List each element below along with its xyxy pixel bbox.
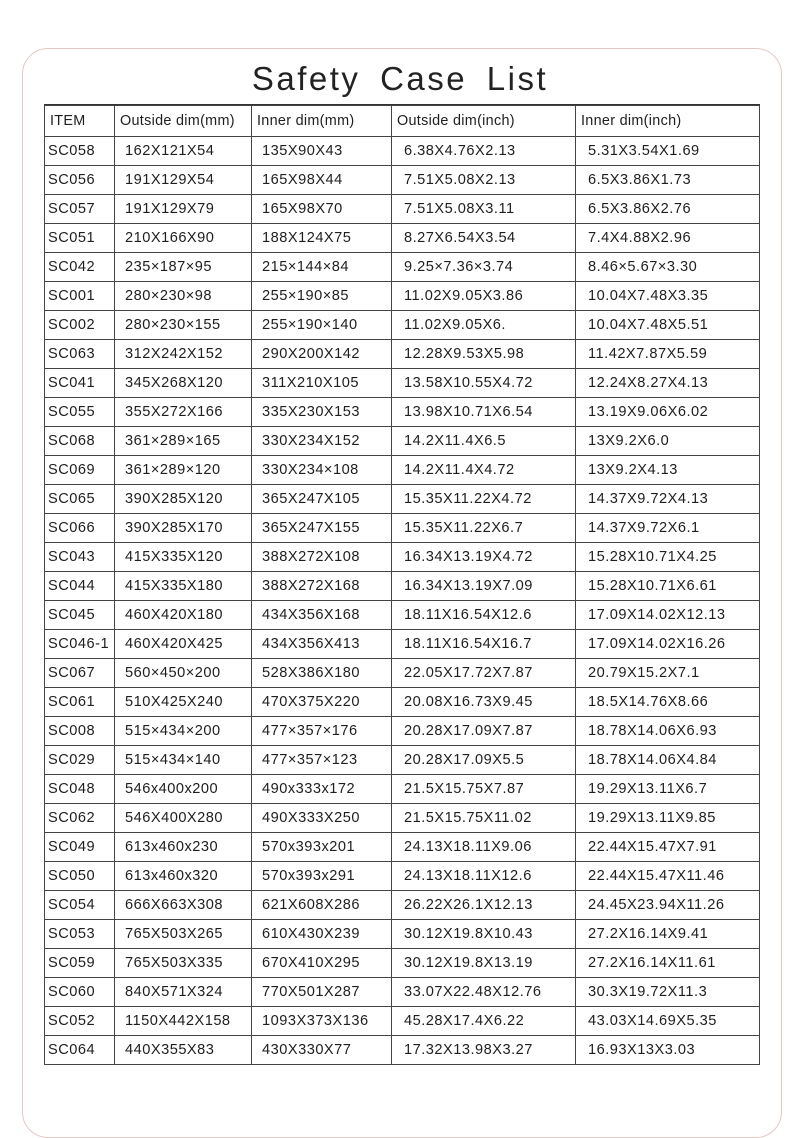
item-code-cell: SC052 bbox=[45, 1007, 115, 1036]
outside-dim-mm-cell: 515×434×140 bbox=[115, 746, 252, 775]
inner-dim-mm-cell: 335X230X153 bbox=[252, 398, 392, 427]
outside-dim-inch-cell: 18.11X16.54X16.7 bbox=[392, 630, 576, 659]
outside-dim-inch-cell: 26.22X26.1X12.13 bbox=[392, 891, 576, 920]
inner-dim-mm-cell: 434X356X168 bbox=[252, 601, 392, 630]
outside-dim-inch-cell: 16.34X13.19X4.72 bbox=[392, 543, 576, 572]
item-code-cell: SC068 bbox=[45, 427, 115, 456]
outside-dim-inch-cell: 24.13X18.11X12.6 bbox=[392, 862, 576, 891]
inner-dim-inch-cell: 43.03X14.69X5.35 bbox=[576, 1007, 760, 1036]
item-code-cell: SC069 bbox=[45, 456, 115, 485]
outside-dim-inch-cell: 24.13X18.11X9.06 bbox=[392, 833, 576, 862]
outside-dim-mm-cell: 613x460x320 bbox=[115, 862, 252, 891]
outside-dim-inch-cell: 7.51X5.08X3.11 bbox=[392, 195, 576, 224]
item-code-cell: SC064 bbox=[45, 1036, 115, 1065]
outside-dim-inch-cell: 17.32X13.98X3.27 bbox=[392, 1036, 576, 1065]
inner-dim-mm-cell: 255×190×140 bbox=[252, 311, 392, 340]
outside-dim-mm-cell: 361×289×120 bbox=[115, 456, 252, 485]
outside-dim-inch-cell: 21.5X15.75X7.87 bbox=[392, 775, 576, 804]
inner-dim-mm-cell: 490X333X250 bbox=[252, 804, 392, 833]
header-outside-dim-mm: Outside dim(mm) bbox=[115, 106, 252, 137]
table-row bbox=[45, 862, 760, 891]
inner-dim-mm-cell: 365X247X105 bbox=[252, 485, 392, 514]
outside-dim-mm-cell: 191X129X79 bbox=[115, 195, 252, 224]
item-code-cell: SC049 bbox=[45, 833, 115, 862]
inner-dim-mm-cell: 570x393x291 bbox=[252, 862, 392, 891]
item-code-cell: SC066 bbox=[45, 514, 115, 543]
table-row bbox=[45, 630, 760, 659]
inner-dim-mm-cell: 365X247X155 bbox=[252, 514, 392, 543]
inner-dim-mm-cell: 528X386X180 bbox=[252, 659, 392, 688]
outside-dim-mm-cell: 390X285X170 bbox=[115, 514, 252, 543]
inner-dim-mm-cell: 135X90X43 bbox=[252, 137, 392, 166]
table-row bbox=[45, 514, 760, 543]
inner-dim-mm-cell: 215×144×84 bbox=[252, 253, 392, 282]
outside-dim-inch-cell: 14.2X11.4X6.5 bbox=[392, 427, 576, 456]
outside-dim-mm-cell: 361×289×165 bbox=[115, 427, 252, 456]
inner-dim-inch-cell: 22.44X15.47X7.91 bbox=[576, 833, 760, 862]
inner-dim-inch-cell: 10.04X7.48X5.51 bbox=[576, 311, 760, 340]
inner-dim-inch-cell: 16.93X13X3.03 bbox=[576, 1036, 760, 1065]
item-code-cell: SC029 bbox=[45, 746, 115, 775]
outside-dim-inch-cell: 20.28X17.09X7.87 bbox=[392, 717, 576, 746]
inner-dim-mm-cell: 621X608X286 bbox=[252, 891, 392, 920]
inner-dim-inch-cell: 10.04X7.48X3.35 bbox=[576, 282, 760, 311]
outside-dim-inch-cell: 33.07X22.48X12.76 bbox=[392, 978, 576, 1007]
inner-dim-mm-cell: 330X234X152 bbox=[252, 427, 392, 456]
inner-dim-mm-cell: 165X98X70 bbox=[252, 195, 392, 224]
outside-dim-mm-cell: 546x400x200 bbox=[115, 775, 252, 804]
item-code-cell: SC008 bbox=[45, 717, 115, 746]
item-code-cell: SC048 bbox=[45, 775, 115, 804]
inner-dim-inch-cell: 12.24X8.27X4.13 bbox=[576, 369, 760, 398]
outside-dim-inch-cell: 8.27X6.54X3.54 bbox=[392, 224, 576, 253]
item-code-cell: SC065 bbox=[45, 485, 115, 514]
inner-dim-inch-cell: 24.45X23.94X11.26 bbox=[576, 891, 760, 920]
outside-dim-mm-cell: 666X663X308 bbox=[115, 891, 252, 920]
outside-dim-mm-cell: 415X335X180 bbox=[115, 572, 252, 601]
outside-dim-mm-cell: 515×434×200 bbox=[115, 717, 252, 746]
inner-dim-inch-cell: 30.3X19.72X11.3 bbox=[576, 978, 760, 1007]
outside-dim-mm-cell: 312X242X152 bbox=[115, 340, 252, 369]
item-code-cell: SC067 bbox=[45, 659, 115, 688]
inner-dim-inch-cell: 18.78X14.06X4.84 bbox=[576, 746, 760, 775]
inner-dim-inch-cell: 15.28X10.71X6.61 bbox=[576, 572, 760, 601]
inner-dim-inch-cell: 18.5X14.76X8.66 bbox=[576, 688, 760, 717]
outside-dim-mm-cell: 191X129X54 bbox=[115, 166, 252, 195]
inner-dim-inch-cell: 6.5X3.86X2.76 bbox=[576, 195, 760, 224]
outside-dim-inch-cell: 11.02X9.05X3.86 bbox=[392, 282, 576, 311]
outside-dim-mm-cell: 460X420X180 bbox=[115, 601, 252, 630]
outside-dim-inch-cell: 13.98X10.71X6.54 bbox=[392, 398, 576, 427]
outside-dim-inch-cell: 20.28X17.09X5.5 bbox=[392, 746, 576, 775]
item-code-cell: SC050 bbox=[45, 862, 115, 891]
table-row bbox=[45, 282, 760, 311]
inner-dim-inch-cell: 15.28X10.71X4.25 bbox=[576, 543, 760, 572]
inner-dim-inch-cell: 27.2X16.14X11.61 bbox=[576, 949, 760, 978]
inner-dim-mm-cell: 477×357×176 bbox=[252, 717, 392, 746]
table-row bbox=[45, 137, 760, 166]
outside-dim-mm-cell: 235×187×95 bbox=[115, 253, 252, 282]
inner-dim-inch-cell: 13.19X9.06X6.02 bbox=[576, 398, 760, 427]
header-outside-dim-inch: Outside dim(inch) bbox=[392, 106, 576, 137]
inner-dim-inch-cell: 20.79X15.2X7.1 bbox=[576, 659, 760, 688]
outside-dim-mm-cell: 1150X442X158 bbox=[115, 1007, 252, 1036]
table-row bbox=[45, 195, 760, 224]
outside-dim-inch-cell: 9.25×7.36×3.74 bbox=[392, 253, 576, 282]
inner-dim-mm-cell: 311X210X105 bbox=[252, 369, 392, 398]
outside-dim-mm-cell: 210X166X90 bbox=[115, 224, 252, 253]
inner-dim-mm-cell: 1093X373X136 bbox=[252, 1007, 392, 1036]
inner-dim-inch-cell: 22.44X15.47X11.46 bbox=[576, 862, 760, 891]
outside-dim-inch-cell: 6.38X4.76X2.13 bbox=[392, 137, 576, 166]
item-code-cell: SC043 bbox=[45, 543, 115, 572]
outside-dim-mm-cell: 765X503X265 bbox=[115, 920, 252, 949]
outside-dim-mm-cell: 840X571X324 bbox=[115, 978, 252, 1007]
outside-dim-mm-cell: 510X425X240 bbox=[115, 688, 252, 717]
table-row bbox=[45, 485, 760, 514]
header-inner-dim-inch: Inner dim(inch) bbox=[576, 106, 760, 137]
inner-dim-mm-cell: 434X356X413 bbox=[252, 630, 392, 659]
item-code-cell: SC042 bbox=[45, 253, 115, 282]
inner-dim-mm-cell: 670X410X295 bbox=[252, 949, 392, 978]
inner-dim-inch-cell: 17.09X14.02X16.26 bbox=[576, 630, 760, 659]
page-title: Safety Case List bbox=[251, 60, 549, 97]
item-code-cell: SC001 bbox=[45, 282, 115, 311]
outside-dim-inch-cell: 30.12X19.8X13.19 bbox=[392, 949, 576, 978]
inner-dim-inch-cell: 7.4X4.88X2.96 bbox=[576, 224, 760, 253]
outside-dim-mm-cell: 546X400X280 bbox=[115, 804, 252, 833]
item-code-cell: SC054 bbox=[45, 891, 115, 920]
item-code-cell: SC063 bbox=[45, 340, 115, 369]
header-inner-dim-mm: Inner dim(mm) bbox=[252, 106, 392, 137]
outside-dim-inch-cell: 11.02X9.05X6. bbox=[392, 311, 576, 340]
outside-dim-inch-cell: 13.58X10.55X4.72 bbox=[392, 369, 576, 398]
outside-dim-inch-cell: 30.12X19.8X10.43 bbox=[392, 920, 576, 949]
outside-dim-inch-cell: 7.51X5.08X2.13 bbox=[392, 166, 576, 195]
item-code-cell: SC051 bbox=[45, 224, 115, 253]
table-row bbox=[45, 717, 760, 746]
table-row bbox=[45, 311, 760, 340]
item-code-cell: SC002 bbox=[45, 311, 115, 340]
inner-dim-inch-cell: 19.29X13.11X9.85 bbox=[576, 804, 760, 833]
inner-dim-mm-cell: 388X272X108 bbox=[252, 543, 392, 572]
table-row bbox=[45, 166, 760, 195]
inner-dim-inch-cell: 5.31X3.54X1.69 bbox=[576, 137, 760, 166]
table-row bbox=[45, 978, 760, 1007]
outside-dim-inch-cell: 16.34X13.19X7.09 bbox=[392, 572, 576, 601]
outside-dim-inch-cell: 22.05X17.72X7.87 bbox=[392, 659, 576, 688]
inner-dim-inch-cell: 13X9.2X6.0 bbox=[576, 427, 760, 456]
outside-dim-inch-cell: 18.11X16.54X12.6 bbox=[392, 601, 576, 630]
table-row bbox=[45, 775, 760, 804]
table-row bbox=[45, 601, 760, 630]
outside-dim-mm-cell: 390X285X120 bbox=[115, 485, 252, 514]
item-code-cell: SC055 bbox=[45, 398, 115, 427]
outside-dim-mm-cell: 355X272X166 bbox=[115, 398, 252, 427]
inner-dim-inch-cell: 11.42X7.87X5.59 bbox=[576, 340, 760, 369]
item-code-cell: SC060 bbox=[45, 978, 115, 1007]
outside-dim-inch-cell: 14.2X11.4X4.72 bbox=[392, 456, 576, 485]
inner-dim-mm-cell: 470X375X220 bbox=[252, 688, 392, 717]
inner-dim-mm-cell: 570x393x201 bbox=[252, 833, 392, 862]
table-row bbox=[45, 224, 760, 253]
inner-dim-mm-cell: 330X234×108 bbox=[252, 456, 392, 485]
inner-dim-inch-cell: 6.5X3.86X1.73 bbox=[576, 166, 760, 195]
outside-dim-mm-cell: 415X335X120 bbox=[115, 543, 252, 572]
inner-dim-inch-cell: 13X9.2X4.13 bbox=[576, 456, 760, 485]
item-code-cell: SC046-1 bbox=[45, 630, 115, 659]
inner-dim-inch-cell: 14.37X9.72X4.13 bbox=[576, 485, 760, 514]
outside-dim-inch-cell: 45.28X17.4X6.22 bbox=[392, 1007, 576, 1036]
table-row bbox=[45, 572, 760, 601]
item-code-cell: SC041 bbox=[45, 369, 115, 398]
inner-dim-mm-cell: 430X330X77 bbox=[252, 1036, 392, 1065]
inner-dim-mm-cell: 610X430X239 bbox=[252, 920, 392, 949]
outside-dim-mm-cell: 162X121X54 bbox=[115, 137, 252, 166]
outside-dim-mm-cell: 460X420X425 bbox=[115, 630, 252, 659]
item-code-cell: SC056 bbox=[45, 166, 115, 195]
inner-dim-inch-cell: 17.09X14.02X12.13 bbox=[576, 601, 760, 630]
inner-dim-mm-cell: 255×190×85 bbox=[252, 282, 392, 311]
inner-dim-mm-cell: 165X98X44 bbox=[252, 166, 392, 195]
safety-case-table bbox=[44, 105, 760, 1065]
table-row bbox=[45, 340, 760, 369]
table-row bbox=[45, 1007, 760, 1036]
table-body bbox=[45, 137, 760, 1065]
outside-dim-mm-cell: 440X355X83 bbox=[115, 1036, 252, 1065]
table-row bbox=[45, 659, 760, 688]
case-table-wrapper bbox=[44, 104, 760, 1065]
item-code-cell: SC062 bbox=[45, 804, 115, 833]
table-row bbox=[45, 253, 760, 282]
outside-dim-mm-cell: 765X503X335 bbox=[115, 949, 252, 978]
table-row bbox=[45, 949, 760, 978]
inner-dim-inch-cell: 14.37X9.72X6.1 bbox=[576, 514, 760, 543]
outside-dim-inch-cell: 15.35X11.22X4.72 bbox=[392, 485, 576, 514]
table-row bbox=[45, 833, 760, 862]
table-row bbox=[45, 456, 760, 485]
item-code-cell: SC053 bbox=[45, 920, 115, 949]
item-code-cell: SC044 bbox=[45, 572, 115, 601]
item-code-cell: SC058 bbox=[45, 137, 115, 166]
inner-dim-mm-cell: 388X272X168 bbox=[252, 572, 392, 601]
table-row bbox=[45, 1036, 760, 1065]
inner-dim-inch-cell: 27.2X16.14X9.41 bbox=[576, 920, 760, 949]
table-row bbox=[45, 369, 760, 398]
item-code-cell: SC061 bbox=[45, 688, 115, 717]
table-row bbox=[45, 746, 760, 775]
inner-dim-mm-cell: 490x333x172 bbox=[252, 775, 392, 804]
outside-dim-mm-cell: 345X268X120 bbox=[115, 369, 252, 398]
header-item: ITEM bbox=[45, 106, 115, 137]
outside-dim-inch-cell: 15.35X11.22X6.7 bbox=[392, 514, 576, 543]
item-code-cell: SC057 bbox=[45, 195, 115, 224]
inner-dim-inch-cell: 18.78X14.06X6.93 bbox=[576, 717, 760, 746]
outside-dim-mm-cell: 613x460x230 bbox=[115, 833, 252, 862]
inner-dim-mm-cell: 477×357×123 bbox=[252, 746, 392, 775]
outside-dim-mm-cell: 280×230×155 bbox=[115, 311, 252, 340]
outside-dim-mm-cell: 560×450×200 bbox=[115, 659, 252, 688]
outside-dim-mm-cell: 280×230×98 bbox=[115, 282, 252, 311]
table-row bbox=[45, 688, 760, 717]
table-row bbox=[45, 398, 760, 427]
item-code-cell: SC045 bbox=[45, 601, 115, 630]
inner-dim-inch-cell: 8.46×5.67×3.30 bbox=[576, 253, 760, 282]
table-row bbox=[45, 804, 760, 833]
table-row bbox=[45, 920, 760, 949]
table-row bbox=[45, 427, 760, 456]
table-row bbox=[45, 543, 760, 572]
inner-dim-mm-cell: 770X501X287 bbox=[252, 978, 392, 1007]
inner-dim-mm-cell: 188X124X75 bbox=[252, 224, 392, 253]
item-code-cell: SC059 bbox=[45, 949, 115, 978]
table-row bbox=[45, 891, 760, 920]
table-header-row bbox=[45, 106, 760, 137]
inner-dim-inch-cell: 19.29X13.11X6.7 bbox=[576, 775, 760, 804]
outside-dim-inch-cell: 21.5X15.75X11.02 bbox=[392, 804, 576, 833]
inner-dim-mm-cell: 290X200X142 bbox=[252, 340, 392, 369]
outside-dim-inch-cell: 20.08X16.73X9.45 bbox=[392, 688, 576, 717]
outside-dim-inch-cell: 12.28X9.53X5.98 bbox=[392, 340, 576, 369]
